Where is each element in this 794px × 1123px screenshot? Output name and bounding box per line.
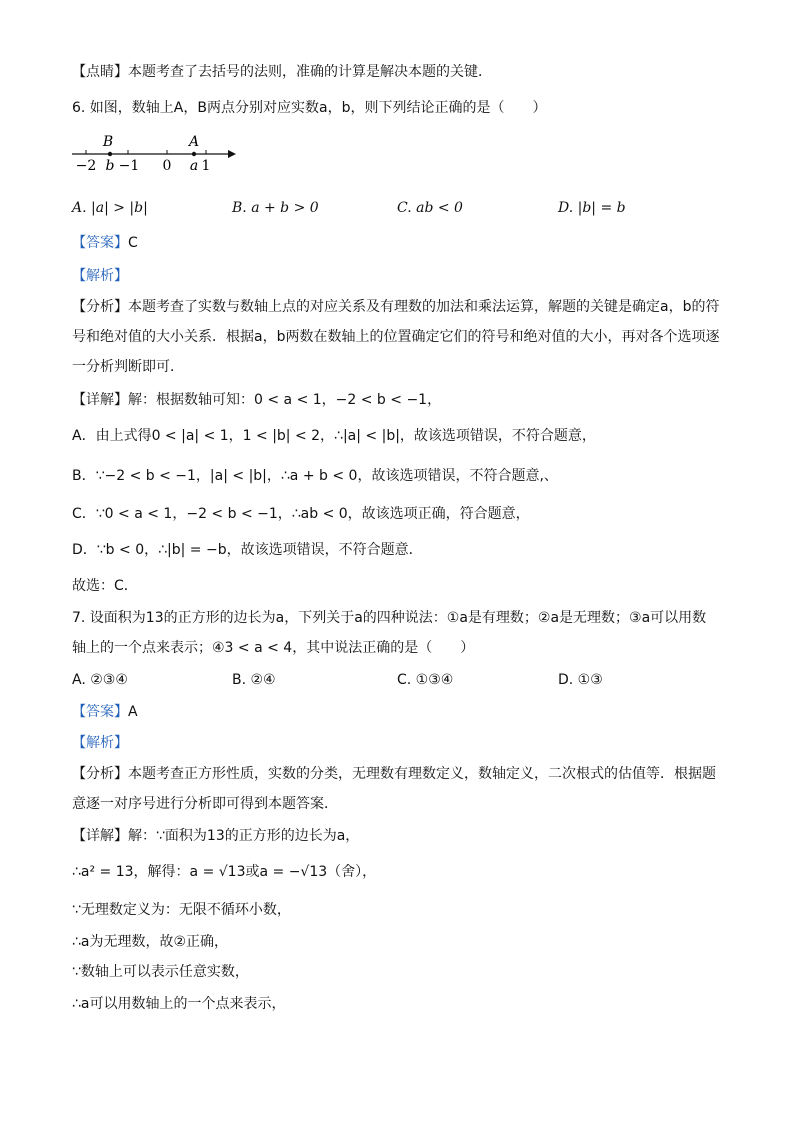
tick-label-b: b [105,158,115,174]
answer-7 [72,702,138,722]
analysis-6-line-2: 号和绝对值的大小关系．根据a，b两数在数轴上的位置确定它们的符号和绝对值的大小，再对各个选项逐 [72,329,720,345]
question-6-options [72,198,732,218]
tick-label-a: a [189,158,199,174]
answer-label: 【答案】 [72,704,128,720]
option-a[interactable]: A. ②③④ [72,672,128,688]
option-a[interactable]: A. |a| > |b| [72,200,148,216]
detail-6-line-3: B．∵−2 < b < −1，|a| < |b|，∴a + b < 0，故该选项错误，不符合题意,、 [72,468,558,484]
answer-label: 【答案】 [72,235,128,251]
question-6-stem: 6. 如图，数轴上A，B两点分别对应实数a，b，则下列结论正确的是（ ） [72,100,547,116]
tick-label-minus-1: −1 [118,158,140,174]
number-line-arrow [228,150,236,158]
option-d[interactable]: D. ①③ [558,672,603,688]
question-7-stem-line-2: 轴上的一个点来表示；④3 < a < 4，其中说法正确的是（ ） [72,640,475,656]
point-a-label: A [188,134,200,150]
detail-7-line-4: ∴a为无理数，故②正确， [72,934,229,950]
option-c[interactable]: C. ①③④ [397,672,454,688]
detail-6-line-5: D．∵b < 0，∴|b| = −b，故该选项错误，不符合题意． [72,542,423,558]
analysis-6-line-3: 一分析判断即可． [72,359,184,375]
key-point-note: 【点睛】本题考查了去括号的法则，准确的计算是解决本题的关键． [72,64,492,80]
detail-6-conclusion: 故选：C． [72,578,138,594]
tick-label-1: 1 [201,158,211,174]
analysis-7-line-2: 意逐一对序号进行分析即可得到本题答案． [72,796,338,812]
analysis-7-line-1: 【分析】本题考查正方形性质，实数的分类，无理数有理数定义，数轴定义，二次根式的估值等．根据题 [72,766,716,782]
detail-6-line-2: A．由上式得0 < |a| < 1，1 < |b| < 2，∴|a| < |b|，故该选项错误，不符合题意， [72,428,596,444]
detail-7-line-2: ∴a² = 13，解得：a = √13或a = −√13（舍）， [72,864,377,880]
question-7-stem-line-1: 7. 设面积为13的正方形的边长为a，下列关于a的四种说法：①a是有理数；②a是无理数；③a可以用数 [72,610,707,626]
number-line-figure [70,128,250,178]
detail-7-line-3: ∵无理数定义为：无限不循环小数， [72,902,291,918]
option-b[interactable]: B. ②④ [232,672,276,688]
point-a-dot [192,152,196,156]
tick-label-minus-2: −2 [75,158,97,174]
detail-7-line-6: ∴a可以用数轴上的一个点来表示， [72,996,286,1012]
detail-6-line-1: 【详解】解：根据数轴可知：0 < a < 1，−2 < b < −1， [72,392,442,408]
detail-6-line-4: C．∵0 < a < 1，−2 < b < −1，∴ab < 0，故该选项正确，符合题意， [72,506,530,522]
option-b[interactable]: B. a + b > 0 [232,200,319,216]
analysis-6-line-1: 【分析】本题考查了实数与数轴上点的对应关系及有理数的加法和乘法运算，解题的关键是确定a，b的符 [72,299,720,315]
point-b-label: B [102,134,114,150]
analysis-7-heading: 【解析】 [72,735,128,751]
answer-value: A [128,704,138,720]
point-b-dot [108,152,112,156]
option-d[interactable]: D. |b| = b [558,200,626,216]
answer-6 [72,233,138,253]
detail-7-line-1: 【详解】解：∵面积为13的正方形的边长为a， [72,828,360,844]
question-7-options [72,670,732,690]
analysis-6-heading: 【解析】 [72,268,128,284]
detail-7-line-5: ∵数轴上可以表示任意实数， [72,964,249,980]
tick-label-0: 0 [162,158,172,174]
answer-value: C [128,235,138,251]
option-c[interactable]: C. ab < 0 [397,200,463,216]
